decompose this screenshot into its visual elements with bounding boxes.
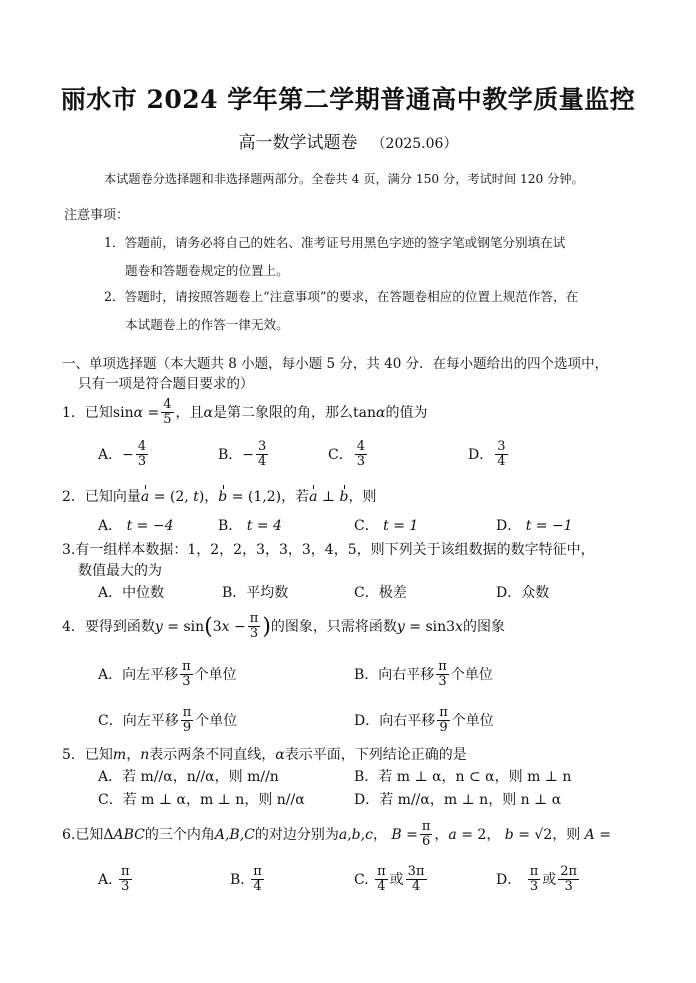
q2-option-a[interactable]: A． t = −4 [98,518,174,534]
q1-option-c[interactable]: C． $\frac{4}{3}$ [328,439,365,470]
notice-item-1-line-2: 题卷和答题卷规定的位置上。 [125,263,289,278]
q1-fraction: $\frac{4}{5}$ [163,397,172,428]
q5-option-a[interactable]: A．若 m//α，n//α，则 m//n [98,769,279,785]
q2-end: ，则 [348,489,377,505]
q3-option-c[interactable]: C．极差 [354,585,407,601]
q4-option-a[interactable]: A．向左平移 $\frac{\pi}{3}$ 个单位 [98,659,237,690]
question-3-line-1: 3.有一组样本数据：1，2，2，3，3，3，4，5，则下列关于该组数据的数字特征中， [62,542,595,558]
q4-option-d[interactable]: D．向右平移 $\frac{\pi}{9}$ 个单位 [354,705,494,736]
q2-option-b[interactable]: B． t = 4 [218,518,282,534]
subtitle-text: 高一数学试题卷 [238,133,358,153]
q1-end: 的值为 [385,404,428,421]
q4-end: 的图象 [462,618,505,635]
q1-option-d[interactable]: D． $\frac{3}{4}$ [468,439,506,470]
page-title: 丽水市 2024 学年第二学期普通高中教学质量监控 [60,85,636,114]
q4-prefix: 4．要得到函数 [62,618,155,635]
q1-tail: 是第二象限的角，那么 [213,404,354,421]
q2-prefix: 2．已知向量 [62,489,141,505]
q2-option-d[interactable]: D． t = −1 [496,518,573,534]
question-5: 5．已知m，n表示两条不同直线，α表示平面，下列结论正确的是 [62,747,467,763]
q5-option-c[interactable]: C．若 m ⊥ α，m ⊥ n，则 n//α [98,792,305,808]
question-2: 2．已知向量a = (2, t)，b = (1,2)，若a ⊥ b，则 [62,489,377,505]
notice-item-1-line-1: 1．答题前，请务必将自己的姓名、准考证号用黑色字迹的签字笔或钢笔分别填在试 [104,235,566,250]
q6-option-d[interactable]: D． $\frac{\pi}{3}$ 或 $\frac{2\pi}{3}$ [496,864,578,895]
q6-option-a[interactable]: A. $\frac{\pi}{3}$ [98,864,130,895]
intro-text: 本试题卷分选择题和非选择题两部分。全卷共 4 页，满分 150 分，考试时间 120 分钟。 [104,172,584,186]
q1-option-a[interactable]: A．− $\frac{4}{3}$ [98,439,147,470]
notice-item-2-line-1: 2．答题时，请按照答题卷上“注意事项”的要求，在答题卷相应的位置上规范作答，在 [104,289,579,304]
q3-option-b[interactable]: B．平均数 [222,585,289,601]
question-1: 1．已知sinα = $\frac{4}{5}$ ，且α是第二象限的角，那么tanα的值为 [62,397,428,428]
q6-option-b[interactable]: B. $\frac{\pi}{4}$ [230,864,262,895]
section-heading: 一、单项选择题（本大题共 8 小题，每小题 5 分，共 40 分．在每小题给出的四个选项中， [62,356,609,372]
q3-option-a[interactable]: A．中位数 [98,585,165,601]
q5-option-b[interactable]: B．若 m ⊥ α，n ⊂ α，则 m ⊥ n [354,769,572,785]
q4-option-b[interactable]: B．向右平移 $\frac{\pi}{3}$ 个单位 [354,659,493,690]
notice-heading: 注意事项： [64,208,130,223]
q2-mid: ， [204,489,219,505]
q2-option-c[interactable]: C． t = 1 [354,518,419,534]
section-heading-cont: 只有一项是符合题目要求的） [78,376,254,392]
page-subtitle [0,128,696,153]
exam-date: （2025.06） [371,136,458,152]
q5-option-d[interactable]: D．若 m//α，m ⊥ n，则 n ⊥ α [354,792,562,808]
q3-option-d[interactable]: D．众数 [496,585,550,601]
q6-option-c[interactable]: C. $\frac{\pi}{4}$ 或 $\frac{3\pi}{4}$ [354,864,425,895]
question-4: 4．要得到函数y = sin(3x − $\frac{\pi}{3}$ )的图象，只需将函数y = sin3x的图象 [62,611,505,642]
q2-tail: ，若 [281,489,310,505]
notice-item-2-line-2: 本试题卷上的作答一律无效。 [125,317,289,332]
question-6: 6.已知ΔABC的三个内角A,B,C的对边分别为a,b,c， B = $\frac{\pi}{6}$ ，a = 2， b = √2，则 A = [62,819,611,850]
q1-mid: ，且 [175,404,204,421]
q1-option-b[interactable]: B．− $\frac{3}{4}$ [218,439,267,470]
question-3-line-2: 数值最大的为 [78,563,162,579]
q4-mid: 的图象，只需将函数 [270,618,397,635]
q1-prefix: 1．已知 [62,404,113,421]
q4-option-c[interactable]: C．向左平移 $\frac{\pi}{9}$ 个单位 [98,705,238,736]
